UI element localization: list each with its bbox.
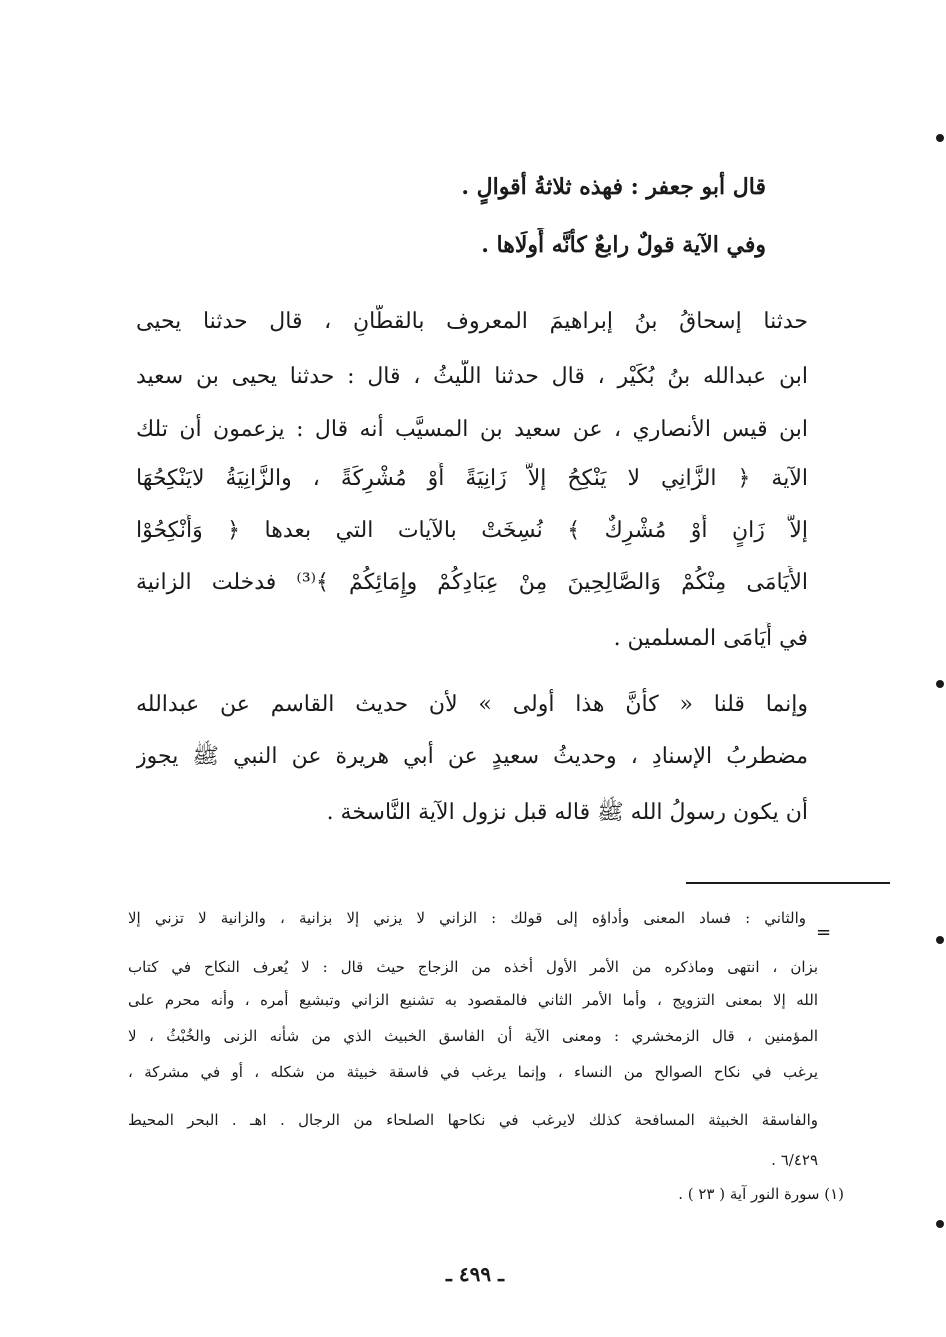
footnote-continuation-mark: = [816,922,832,943]
footnote-1: (١) سورة النور آية ( ٢٣ ) . [678,1185,844,1203]
paragraph-1-line-6: الأَيَامَى مِنْكُمْ وَالصَّالِحِينَ مِنْ عِبَادِكُمْ وإِمَائِكُمْ ﴾⁽³⁾ فدخلت الزانية [136,570,808,595]
footnote-line-6: والفاسقة الخبيثة المسافحة كذلك لايرغب في نكاحها الصلحاء من الرجال . اهـ . البحر المحيط [128,1111,818,1129]
scan-edge-mark [936,1220,944,1228]
scan-edge-mark [936,936,944,944]
footnote-line-7: ٦/٤٢٩ . [771,1151,818,1169]
heading-line-2: وفي الآية قولٌ رابعٌ كأنَّه أَولَاها . [481,232,766,258]
paragraph-2-line-2: مضطربُ الإسنادِ ، وحديثُ سعيدٍ عن أبي هريرة عن النبي ﷺ يجوز [136,744,808,769]
paragraph-1-line-5: إلاَّ زَانٍ أَوْ مُشْرِكٌ ﴾ نُسِخَتْ بالآيات التي بعدها ﴿ وَأَنْكِحُوْا [136,518,808,543]
footnote-line-1: والثاني : فساد المعنى وأداؤه إلى قولك : الزاني لا يزني إلا بزانية ، والزانية لا تزني إلا [128,909,806,927]
paragraph-2-line-3: أن يكون رسولُ الله ﷺ قاله قبل نزول الآية النَّاسخة . [326,800,808,825]
paragraph-2-line-1: وإنما قلنا « كأنَّ هذا أولى » لأن حديث القاسم عن عبدالله [136,692,808,717]
scan-edge-mark [936,680,944,688]
scan-edge-mark [936,134,944,142]
footnote-line-3: الله إلا بمعنى التزويج ، وأما الأمر الثاني فالمقصود به تشنيع الزاني وتبشيع أمره ، وأنه محرم على [128,991,818,1009]
footnote-line-4: المؤمنين ، قال الزمخشري : ومعنى الآية أن الفاسق الخبيث الذي من شأنه الزنى والخُبْثُ ، لا [128,1027,818,1045]
paragraph-1-line-2: ابن عبدالله بنُ بُكَيْر ، قال حدثنا اللَّيثُ ، قال : حدثنا يحيى بن سعيد [136,364,808,389]
footnote-line-2: بزان ، انتهى وماذكره من الأمر الأول أخذه من الزجاج حيث قال : لا يُعرف النكاح في كتاب [128,958,818,976]
page-number: ـ ٤٩٩ ـ [446,1262,504,1286]
footnote-divider [686,882,890,884]
paragraph-1-line-1: حدثنا إسحاقُ بنُ إبراهيمَ المعروف بالقطّانِ ، قال حدثنا يحيى [136,309,808,334]
paragraph-1-line-3: ابن قيس الأنصاري ، عن سعيد بن المسيَّب أنه قال : يزعمون أن تلك [136,417,808,442]
footnote-line-5: يرغب في نكاح الصوالح من النساء ، وإنما يرغب في فاسقة خبيثة من شكله ، أو في مشركة ، [128,1063,818,1081]
paragraph-1-line-7: في أَيَامَى المسلمين . [613,626,808,651]
paragraph-1-line-4: الآية ﴿ الزَّانِي لا يَنْكِحُ إلاَّ زَانِيَةً أَوْ مُشْرِكَةً ، والزَّانِيَةُ لايَنْكِحُهَا [136,466,808,491]
heading-line-1: قال أبو جعفر : فهذه ثلاثةُ أقوالٍ . [461,174,766,200]
